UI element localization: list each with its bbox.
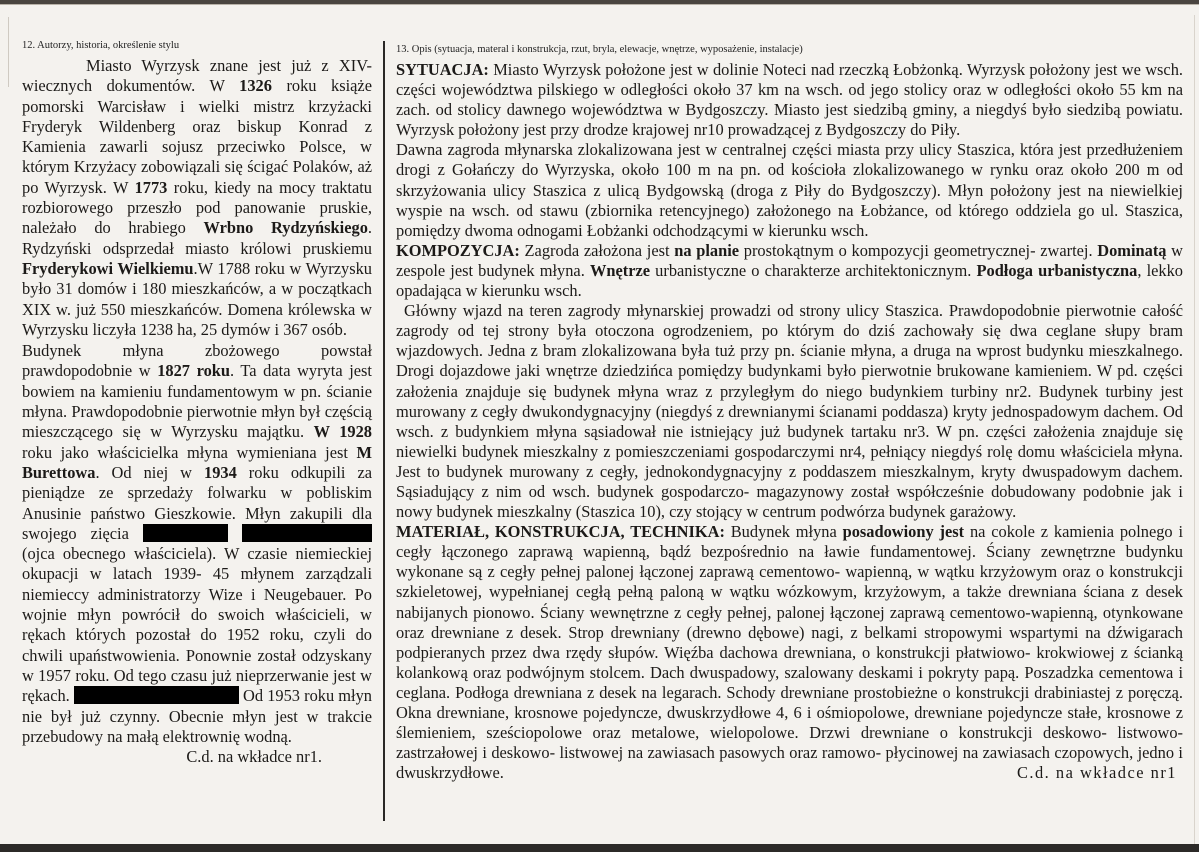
redaction-block bbox=[74, 686, 239, 704]
material-label: MATERIAŁ, KONSTRUKCJA, TECHNIKA: bbox=[396, 522, 725, 542]
wjazd-paragraph: Główny wjazd na teren zagrody młynarskiej prowadzi od strony ulicy Staszica. Prawdopodobnie pierwotnie całość zagrody od tej strony była otoczona ogrodzeniem, po którym do dziś zachowały się dwa ceglane słupy bram wjazdowych. Jedna z bram zlokalizowana była tuż przy pn. ścianie młyna, a druga na wprost budynku mieszkalnego. Drogi dojazdowe jaki wnętrze dziedzińca pomiędzy budynkami było pierwotnie brukowane kamieniem. W pd. części założenia znajduje się budynek młyna wraz z przyległym do niego budynkiem turbiny nr2. Budynek turbiny jest murowany z cegły dwukondygnacyjny (niegdyś z drewnianymi ścianami poddasza) kryty jednospadowym dachem. Od wsch. z budynkiem młyna sąsiadował nie istniejący już budynek tartaku nr3. W pn. części założenia znajduje się niewielki budynek mieszkalny z pomieszczeniami gospodarczymi nr4, pełniący niegdyś rolę domu właściciela młyna. Jest to budynek murowany z cegły, jednokondygnacyjny z poddaszem mieszkalnym, kryty dwuspadowym dachem. Sąsiadujący z nim od wsch. budynek gospodarczo- magazynowy został współcześnie dobudowany podobnie jak i nowy budynek mieszkalny (Staszica 10), czy stojący w centrum podwórza budynek garażowy. bbox=[396, 301, 1183, 522]
kompozycja-label: KOMPOZYCJA: bbox=[396, 240, 520, 260]
column-divider bbox=[383, 41, 385, 821]
continuation-note: C.d. na wkładce nr1. bbox=[186, 747, 322, 767]
sytuacja-paragraph: SYTUACJA: Miasto Wyrzysk położone jest w dolinie Noteci nad rzeczką Łobżonką. Wyrzysk położony jest we wsch. części województwa pilskiego w odległości około 37 km na wsch. od jego stolicy oraz w odległości około 55 km na zach. od stolicy dawnego województwa w Bydgoszczy. Miasto jest siedzibą gminy, a niegdyś było siedzibą powiatu. Wyrzysk położony jest przy drodze krajowej nr10 prowadzącej z Bydgoszczy do Piły. bbox=[396, 60, 1183, 140]
scan-edge-mark bbox=[8, 17, 9, 87]
section-heading-13: 13. Opis (sytuacja, materal i konstrukcja, rzut, bryla, elewacje, wnętrze, wyposażenie, instalacje) bbox=[396, 44, 803, 55]
sytuacja-label: SYTUACJA: bbox=[396, 60, 489, 79]
scan-edge-mark bbox=[1194, 15, 1195, 845]
document-page bbox=[0, 4, 1199, 847]
continuation-note: C.d. na wkładce nr1 bbox=[1016, 763, 1177, 783]
redaction-block bbox=[143, 524, 228, 542]
history-column bbox=[22, 39, 372, 767]
history-paragraph-1: Miasto Wyrzysk znane jest już z XIV-wiecznych dokumentów. W 1326 roku książe pomorski Warcisław i wielki mistrz krzyżacki Fryderyk Wildenberg oraz biskup Konrad z Kamienia zawarli sojusz przeciwko Polsce, w którym Krzyżacy zobowiązali się ścigać Polaków, aż po Wyrzysk. W 1773 roku, kiedy na mocy traktatu rozbiorowego przeszło pod panowanie pruskie, należało do hrabiego Wrbno Rydzyńskiego. Rydzyński odsprzedał miasto królowi pruskiemu Fryderykowi Wielkiemu.W 1788 roku w Wyrzysku było 31 domów i 180 mieszkańców, a w początkach XIX w. już 550 mieszkańców. Domena królewska w Wyrzysku liczyła 1238 ha, 25 dymów i 367 osób. bbox=[22, 56, 373, 339]
description-column bbox=[396, 43, 1183, 783]
kompozycja-paragraph: KOMPOZYCJA: Zagroda założona jest na planie prostokątnym o kompozycji geometrycznej- zwartej. Dominatą w zespole jest budynek młyna. Wnętrze urbanistyczne o charakterze architektonicznym. Podłoga urbanistyczna, lekko opadająca w kierunku wsch. bbox=[396, 240, 1184, 301]
section-heading-12: 12. Autorzy, historia, określenie stylu bbox=[22, 40, 180, 51]
material-paragraph: MATERIAŁ, KONSTRUKCJA, TECHNIKA: Budynek młyna posadowiony jest na cokole z kamienia polnego i cegły łączonego zaprawą wapienną, bądź bezpośrednio na ławie fundamentowej. Ściany zewnętrzne budynku wykonane są z cegły pełnej palonej łączonej zaprawą cementowo- wapienną, w wątku krzyżowym oraz o konstrukcji szkieletowej, wypełnianej cegłą pełną paloną w wątku wózkowym, krzyżowym, a także drewniana ściana z desek nabijanych pionowo. Ściany wewnętrzne z cegły pełnej, palonej łączonej zaprawą cementowo-wapienną, otynkowane oraz drewniane z desek. Strop drewniany (drewno dębowe) nagi, z belkami stropowymi wspartymi na dźwigarach podpieranych przez dwa rzędy słupów. Więźba dachowa drewniana, o konstrukcji płatwiowo- krokwiowej z ścianką kolankową oraz podwójnym stolcem. Dach dwuspadowy, szalowany deskami i pokryty papą. Poszadzka cementowa i ceglana. Podłoga drewniana z desek na legarach. Schody drewniane prostobieżne o konstrukcji drabiniastej z poręczą. Okna drewniane, krosnowe pojedyncze, dwuskrzydłowe 4, 6 i ośmiopolowe, drewniane pojedyncze stałe, krosnowe z ślemieniem, sześciopolowe oraz metalowe, wielopolowe. Drzwi drewniane o konstrukcji deskowo- listwowo- zastrzałowej i deskowo- listwowej na zawiasach pasowych oraz ramowo- płycinowej na zawiasach czopowych, jedno i dwuskrzydłowe. bbox=[396, 522, 1184, 783]
zagroda-paragraph: Dawna zagroda młynarska zlokalizowana jest w centralnej części miasta przy ulicy Staszica, która jest przedłużeniem drogi z Gołańczy do Wyrzyska, około 100 m na pn. od kościoła zlokalizowanego w rynku oraz około 200 m od skrzyżowania ulicy Staszica z ulicą Bydgowską (droga z Piły do Bydgoszczy). Młyn położony jest na niewielkiej wyspie na wsch. od stawu (zbiornika retencyjnego) założonego na Łobżance, od którego oddziela go ul. Staszica, pomiędzy dwoma odnogami Łobżanki odchodzącymi w kierunku wsch. bbox=[396, 140, 1183, 240]
scan-bottom-edge bbox=[0, 844, 1199, 852]
redaction-block bbox=[242, 524, 372, 542]
history-paragraph-2: Budynek młyna zbożowego powstał prawdopodobnie w 1827 roku. Ta data wyryta jest bowiem na kamieniu fundamentowym w pn. ścianie młyna. Prawdopodobnie pierwotnie młyn był częścią mieszczącego się w Wyrzysku majątku. W 1928 roku jako właścicielka młyna wymieniana jest M Burettowa. Od niej w 1934 roku odkupili za pieniądze ze sprzedaży folwarku w pobliskim Anusinie państwo Gieszkowie. Młyn zakupili dla swojego zięcia (ojca obecnego właściciela). W czasie niemieckiej okupacji w latach 1939- 45 młynem zarządzali niemieccy administratorzy Wize i Neugebauer. Po wojnie młyn powrócił do swoich właścicieli, w rękach których pozostał do 1952 roku, czyli do chwili upaństwowienia. Ponownie został odzyskany w 1957 roku. Od tego czasu już nieprzerwanie jest w rękach. Od 1953 roku młyn nie był już czynny. Obecnie młyn jest w trakcie przebudowy na małą elektrownię wodną. bbox=[22, 341, 373, 746]
